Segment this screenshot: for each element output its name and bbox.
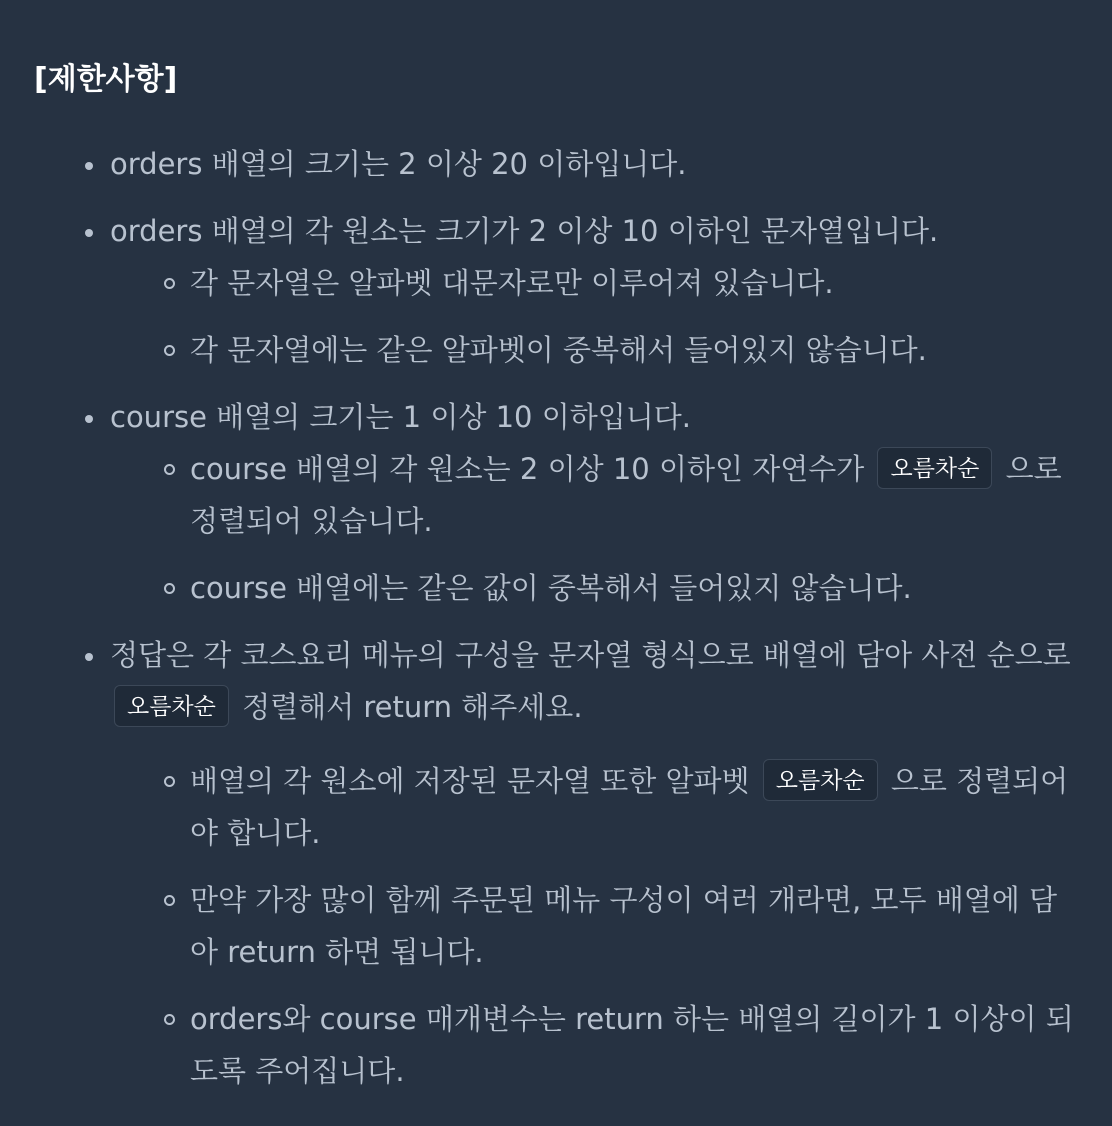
inline-code: 오름차순 bbox=[114, 685, 229, 727]
sub-list bbox=[110, 257, 1078, 376]
list-item-text: orders 배열의 각 원소는 크기가 2 이상 10 이하인 문자열입니다. bbox=[110, 214, 939, 248]
list-item-course-size bbox=[110, 391, 1078, 614]
sub-list-item-text: course 배열에는 같은 값이 중복해서 들어있지 않습니다. bbox=[190, 571, 912, 605]
inline-code: 오름차순 bbox=[763, 759, 878, 801]
sub-list-item-text: 으로 정렬되어 있습니다. bbox=[190, 452, 1062, 538]
list-item-text: 정렬해서 return 해주세요. bbox=[232, 690, 583, 724]
list-item-orders-element bbox=[110, 205, 1078, 376]
list-item-answer bbox=[110, 629, 1078, 1097]
sub-list-item-text: 만약 가장 많이 함께 주문된 메뉴 구성이 여러 개라면, 모두 배열에 담아 return 하면 됩니다. bbox=[190, 883, 1057, 969]
list-item-text: orders 배열의 크기는 2 이상 20 이하입니다. bbox=[110, 147, 687, 181]
sub-list-item bbox=[190, 874, 1078, 978]
restrictions-list bbox=[34, 138, 1078, 1097]
sub-list-item bbox=[190, 755, 1078, 859]
list-item-text: course 배열의 크기는 1 이상 10 이하입니다. bbox=[110, 400, 692, 434]
sub-list-item bbox=[190, 993, 1078, 1097]
sub-list-item-text: orders와 course 매개변수는 return 하는 배열의 길이가 1 이상이 되도록 주어집니다. bbox=[190, 1002, 1074, 1088]
inline-code: 오름차순 bbox=[877, 447, 992, 489]
list-item-orders-size bbox=[110, 138, 1078, 190]
sub-list-item bbox=[190, 324, 1078, 376]
sub-list-item bbox=[190, 562, 1078, 614]
sub-list-item-text: course 배열의 각 원소는 2 이상 10 이하인 자연수가 bbox=[190, 452, 874, 486]
sub-list bbox=[110, 755, 1078, 1097]
restrictions-heading: [제한사항] bbox=[34, 62, 178, 97]
sub-list-item bbox=[190, 443, 1078, 547]
sub-list-item bbox=[190, 257, 1078, 309]
sub-list-item-text: 각 문자열은 알파벳 대문자로만 이루어져 있습니다. bbox=[190, 266, 834, 300]
sub-list-item-text: 배열의 각 원소에 저장된 문자열 또한 알파벳 bbox=[190, 764, 759, 798]
list-item-text: 정답은 각 코스요리 메뉴의 구성을 문자열 형식으로 배열에 담아 사전 순으로 bbox=[110, 638, 1071, 672]
sub-list bbox=[110, 443, 1078, 614]
sub-list-item-text: 각 문자열에는 같은 알파벳이 중복해서 들어있지 않습니다. bbox=[190, 333, 927, 367]
sub-list-item-text: 으로 정렬되어야 합니다. bbox=[190, 764, 1069, 850]
